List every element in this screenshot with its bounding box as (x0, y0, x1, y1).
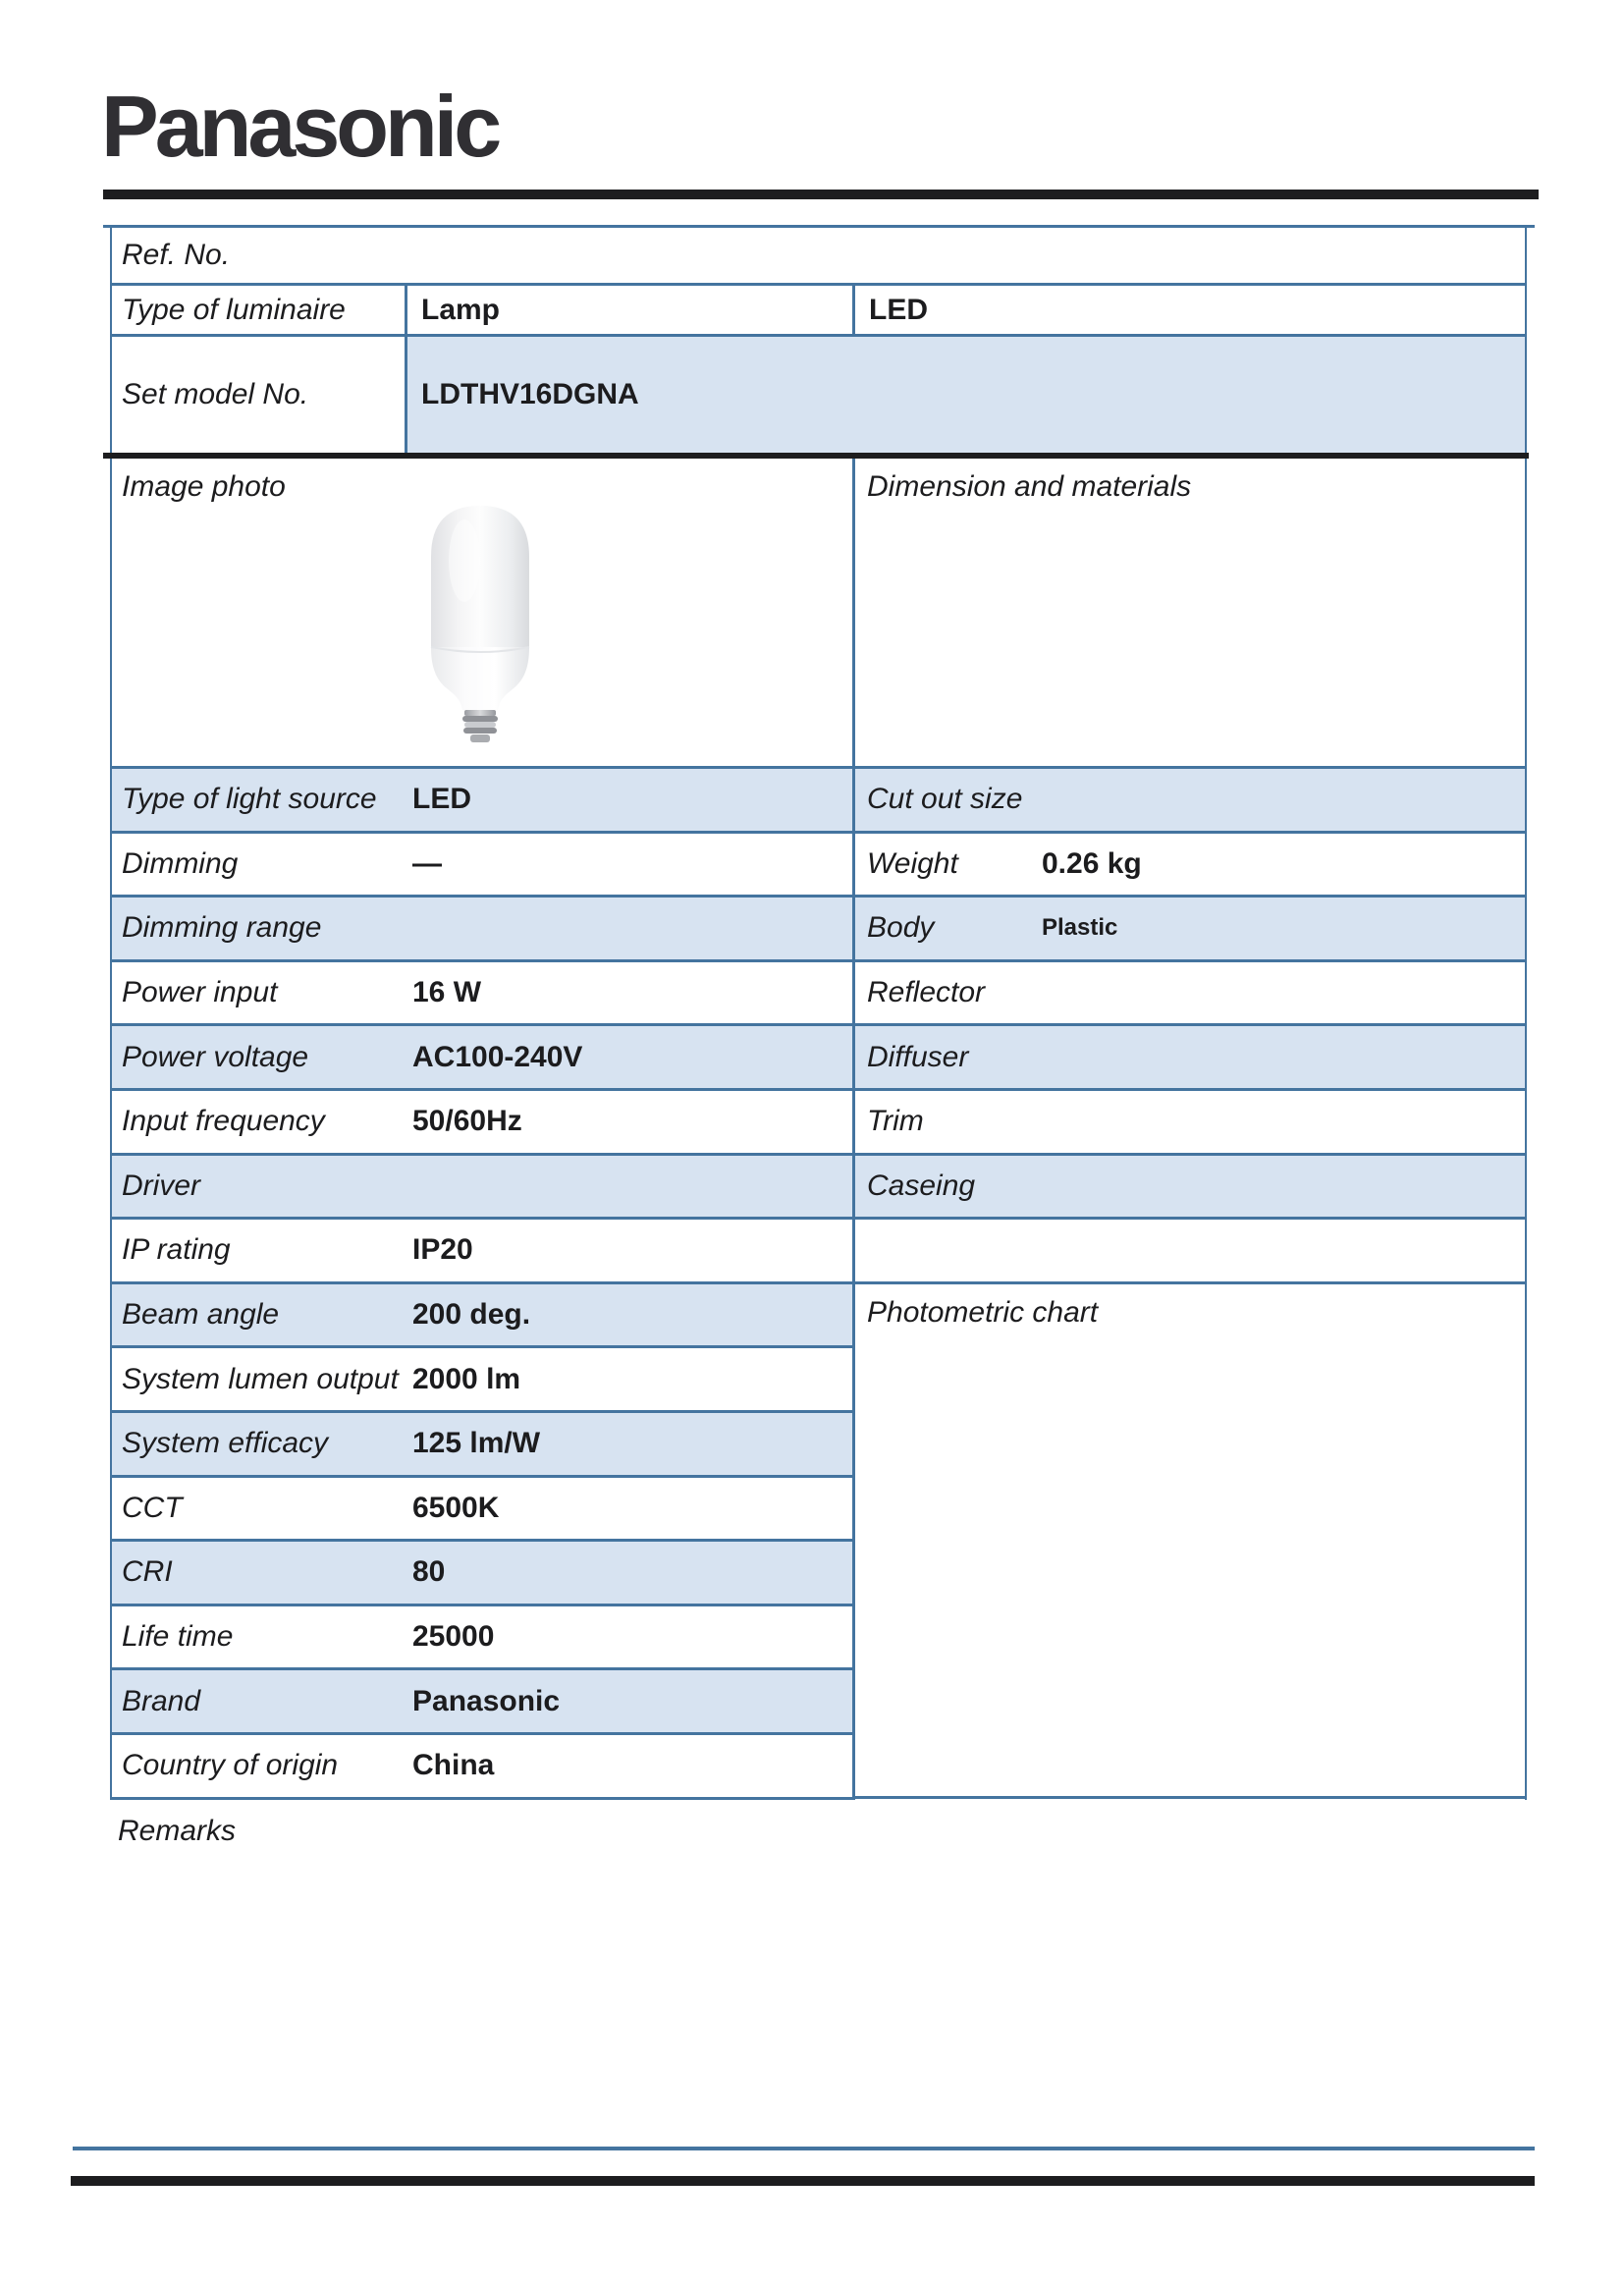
header-table (110, 228, 1527, 453)
spec-row-cri (112, 1542, 852, 1606)
panasonic-logo: Panasonic (101, 78, 499, 175)
spec-row-type-of-light-source (112, 769, 852, 834)
row-label: Life time (122, 1620, 234, 1654)
row-label: Body (867, 911, 935, 945)
spec-table (110, 459, 1527, 1800)
spec-row-empty (855, 1220, 1525, 1284)
type-of-luminaire-label: Type of luminaire (122, 293, 346, 326)
row-label: Weight (867, 846, 958, 880)
image-photo-cell (112, 459, 852, 769)
row-label: Cut out size (867, 783, 1023, 816)
spec-row-ip-rating (112, 1220, 852, 1284)
luminaire-category-value: LED (869, 293, 928, 326)
row-value: 0.26 kg (1042, 846, 1142, 880)
row-label: Driver (122, 1169, 200, 1202)
lamp-photo (421, 502, 539, 745)
luminaire-category-cell (852, 286, 1525, 334)
row-value: 16 W (412, 976, 482, 1009)
spec-row-cct (112, 1478, 852, 1543)
spec-row-brand (112, 1670, 852, 1735)
ref-no-row (112, 228, 1525, 286)
row-value: AC100-240V (412, 1040, 583, 1073)
row-value: 2000 lm (412, 1362, 521, 1395)
row-label: Dimming (122, 846, 239, 880)
photometric-chart-cell (855, 1284, 1525, 1799)
spec-row-power-input (112, 962, 852, 1027)
spec-row-dimming-range (112, 898, 852, 962)
spec-row-cut-out-size (855, 769, 1525, 834)
spec-row-body (855, 898, 1525, 962)
type-of-luminaire-value-cell (405, 286, 852, 334)
type-of-luminaire-row (112, 286, 1525, 337)
row-label: CRI (122, 1555, 173, 1589)
spec-table-right-column (852, 459, 1525, 1800)
type-of-luminaire-label-cell (112, 286, 405, 334)
spec-row-life-time (112, 1606, 852, 1671)
ref-no-label: Ref. No. (122, 239, 231, 271)
row-value: 6500K (412, 1491, 500, 1524)
row-label: System lumen output (122, 1362, 399, 1395)
row-label: Country of origin (122, 1749, 339, 1782)
row-label: Brand (122, 1684, 201, 1717)
type-of-luminaire-value: Lamp (421, 293, 501, 326)
row-value: IP20 (412, 1233, 473, 1267)
dimension-materials-cell (855, 459, 1525, 769)
set-model-label: Set model No. (122, 378, 309, 410)
spec-row-dimming (112, 834, 852, 898)
spec-row-reflector (855, 962, 1525, 1027)
row-label: Power voltage (122, 1040, 309, 1073)
row-label: Trim (867, 1105, 924, 1138)
row-value: — (412, 846, 442, 880)
dimension-materials-label: Dimension and materials (867, 470, 1192, 503)
spec-row-diffuser (855, 1026, 1525, 1091)
image-photo-label: Image photo (122, 470, 286, 503)
row-label: Dimming range (122, 911, 322, 945)
spec-row-trim (855, 1091, 1525, 1156)
set-model-label-cell (112, 337, 405, 453)
row-value: Panasonic (412, 1684, 561, 1717)
row-value: Plastic (1042, 914, 1118, 942)
row-label: System efficacy (122, 1427, 329, 1460)
photometric-chart-label: Photometric chart (867, 1295, 1099, 1329)
bottom-accent-line (73, 2147, 1535, 2150)
row-value: LED (412, 783, 471, 816)
remarks-label: Remarks (118, 1815, 237, 1847)
spec-row-system-lumen-output (112, 1348, 852, 1413)
row-label: Type of light source (122, 783, 377, 816)
row-value: 200 deg. (412, 1298, 531, 1332)
spec-row-power-voltage (112, 1026, 852, 1091)
header-rule (103, 190, 1539, 199)
spec-table-left-column (112, 459, 852, 1800)
row-value: 80 (412, 1555, 446, 1589)
row-label: Power input (122, 976, 278, 1009)
row-label: Beam angle (122, 1298, 280, 1332)
row-label: Diffuser (867, 1040, 969, 1073)
row-label: IP rating (122, 1233, 231, 1267)
spec-row-weight (855, 834, 1525, 898)
set-model-row (112, 337, 1525, 453)
set-model-value: LDTHV16DGNA (421, 378, 639, 410)
row-value: China (412, 1749, 495, 1782)
footer-rule (71, 2176, 1535, 2186)
row-label: Reflector (867, 976, 986, 1009)
spec-row-caseing (855, 1156, 1525, 1221)
row-value: 25000 (412, 1620, 495, 1654)
row-label: Caseing (867, 1169, 976, 1202)
row-value: 125 lm/W (412, 1427, 541, 1460)
spec-row-input-frequency (112, 1091, 852, 1156)
row-value: 50/60Hz (412, 1105, 522, 1138)
set-model-value-cell (405, 337, 1525, 453)
spec-row-driver (112, 1156, 852, 1221)
spec-row-system-efficacy (112, 1413, 852, 1478)
row-label: Input frequency (122, 1105, 325, 1138)
spec-row-beam-angle (112, 1284, 852, 1349)
row-label: CCT (122, 1491, 183, 1524)
spec-row-country-of-origin (112, 1735, 852, 1800)
